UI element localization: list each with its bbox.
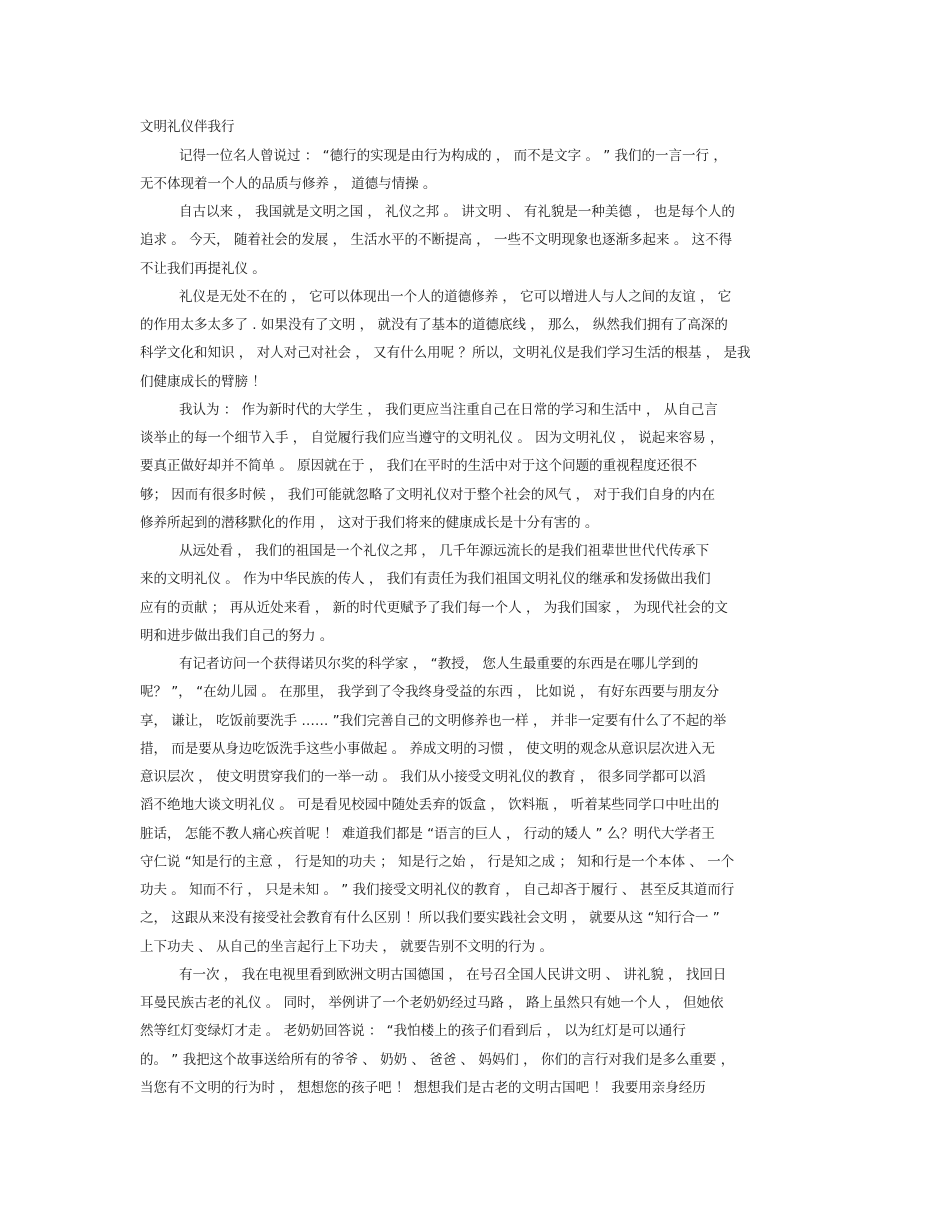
- text-line: 有记者访问一个获得诺贝尔奖的科学家 ， “教授， 您人生最重要的东西是在哪儿学到的: [179, 656, 699, 672]
- text-line: 礼仪是无处不在的 ， 它可以体现出一个人的道德修养 ， 它可以增进人与人之间的友谊 ， 它: [179, 289, 732, 305]
- text-line: 措， 而是要从身边吃饭洗手这些小事做起 。 养成文明的习惯 ， 使文明的观念从意识层次进入无: [140, 741, 715, 757]
- text-line: 们健康成长的臂膀 ！: [140, 374, 266, 390]
- text-line: 科学文化和知识 ， 对人对己对社会 ， 又有什么用呢 ？所以，文明礼仪是我们学习生活的根基 ， 是我: [140, 345, 751, 361]
- text-line: 之， 这跟从来没有接受社会教育有什么区别 ！所以我们要实践社会文明 ， 就要从这 “知行合一 ”: [140, 910, 720, 926]
- text-line: 要真正做好却并不简单 。 原因就在于 ， 我们在平时的生活中对于这个问题的重视程度还很不: [140, 458, 698, 474]
- text-line: 明和进步做出我们自己的努力 。: [140, 628, 334, 644]
- text-line: 谈举止的每一个细节入手 ， 自觉履行我们应当遵守的文明礼仪 。 因为文明礼仪 ， 说起来容易 ，: [140, 430, 724, 446]
- text-line: 的。 ” 我把这个故事送给所有的爷爷 、 奶奶 、 爸爸 、 妈妈们 ， 你们的言行对我们是多么重要 ，: [140, 1052, 735, 1068]
- text-line: 呢？ ”， “在幼儿园 。 在那里， 我学到了令我终身受益的东西 ， 比如说 ， 有好东西要与朋友分: [140, 684, 720, 700]
- text-line: 然等红灯变绿灯才走 。 老奶奶回答说 ： “我怕楼上的孩子们看到后 ， 以为红灯是可以通行: [140, 1023, 686, 1039]
- text-line: 够； 因而有很多时候 ， 我们可能就忽略了文明礼仪对于整个社会的风气 ， 对于我们自身的内在: [140, 487, 715, 503]
- text-line: 自古以来 ， 我国就是文明之国 ， 礼仪之邦 。 讲文明 、 有礼貌是一种美德 ， 也是每个人的: [179, 204, 735, 220]
- text-line: 记得一位名人曾说过 ： “德行的实现是由行为构成的 ， 而不是文字 。 ” 我们的一言一行 ，: [179, 148, 727, 164]
- text-line: 的作用太多太多了 . 如果没有了文明 ， 就没有了基本的道德底线 ， 那么， 纵然我们拥有了高深的: [140, 317, 728, 333]
- text-line: 耳曼民族古老的礼仪 。 同时， 举例讲了一个老奶奶经过马路 ， 路上虽然只有她一个人 ， 但她依: [140, 995, 724, 1011]
- text-line: 脏话， 怎能不教人痛心疾首呢 ！ 难道我们都是 “语言的巨人 ， 行动的矮人 ” 么？明代大学者王: [140, 826, 715, 842]
- text-line: 有一次 ， 我在电视里看到欧洲文明古国德国 ， 在号召全国人民讲文明 、 讲礼貌 ， 找回日: [179, 967, 727, 983]
- text-line: 守仁说 “知是行的主意 ， 行是知的功夫 ； 知是行之始 ， 行是知之成 ； 知和行是一个本体 、 一个: [140, 854, 735, 870]
- text-line: 修养所起到的潜移默化的作用 ， 这对于我们将来的健康成长是十分有害的 。: [140, 515, 599, 531]
- text-line: 上下功夫 、 从自己的坐言起行上下功夫 ， 就要告别不文明的行为 。: [140, 939, 553, 955]
- text-line: 我认为 ： 作为新时代的大学生 ， 我们更应当注重自己在日常的学习和生活中 ， 从自己言: [179, 402, 718, 418]
- document-title: 文明礼仪伴我行: [140, 119, 235, 135]
- text-line: 无不体现着一个人的品质与修养 ， 道德与情操 。: [140, 176, 437, 192]
- text-line: 当您有不文明的行为时 ， 想想您的孩子吧 ！ 想想我们是古老的文明古国吧 ！ 我要用亲身经历: [140, 1080, 706, 1096]
- text-line: 来的文明礼仪 。 作为中华民族的传人 ， 我们有责任为我们祖国文明礼仪的继承和发扬做出我们: [140, 571, 711, 587]
- text-line: 意识层次 ， 使文明贯穿我们的一举一动 。 我们从小接受文明礼仪的教育 ， 很多同学都可以滔: [140, 769, 706, 785]
- text-line: 滔不绝地大谈文明礼仪 。 可是看见校园中随处丢弃的饭盒 ， 饮料瓶 ， 听着某些同学口中吐出的: [140, 797, 720, 813]
- text-line: 功夫 。 知而不行 ， 只是未知 。 ” 我们接受文明礼仪的教育 ， 自己却吝于履行 、 甚至反其道而行: [140, 882, 735, 898]
- text-line: 应有的贡献 ； 再从近处来看 ， 新的时代更赋予了我们每一个人 ， 为我们国家 ， 为现代社会的文: [140, 600, 728, 616]
- text-line: 从远处看 ， 我们的祖国是一个礼仪之邦 ， 几千年源远流长的是我们祖辈世世代代传承下: [179, 543, 710, 559]
- text-line: 追求 。 今天， 随着社会的发展 ， 生活水平的不断提高 ， 一些不文明现象也逐渐多起来 。 这不得: [140, 232, 733, 248]
- text-line: 享， 谦让， 吃饭前要洗手 …… ”我们完善自己的文明修养也一样 ， 并非一定要有什么了不起的举: [140, 713, 727, 729]
- text-line: 不让我们再提礼仪 。: [140, 261, 266, 277]
